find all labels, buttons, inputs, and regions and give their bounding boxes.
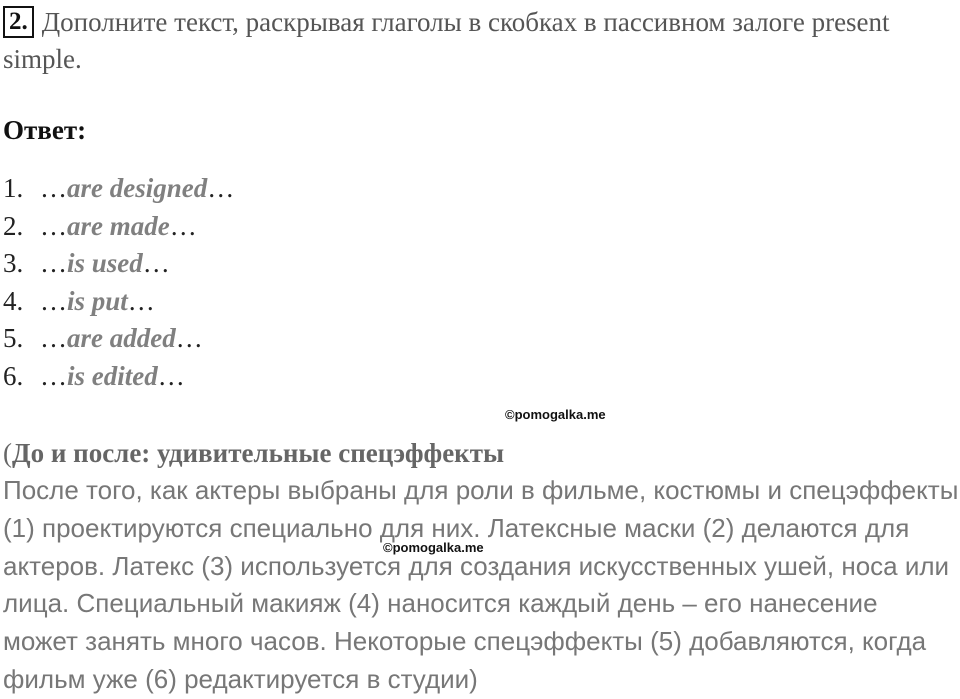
watermark: ©pomogalka.me (383, 540, 484, 555)
answer-item (3, 208, 234, 246)
task-statement (3, 4, 953, 78)
ellipsis: … (40, 285, 67, 316)
answer-text: are made (67, 210, 170, 241)
text-line: (1) проектируются специально для них. Латексные маски (2) делаются для (3, 512, 910, 543)
answer-text: are designed (67, 173, 208, 203)
ellipsis: … (207, 173, 235, 203)
ellipsis: … (40, 323, 67, 353)
answer-text: are added (67, 323, 176, 353)
answer-number: 5. (3, 323, 24, 353)
text-line: лица. Специальный макияж (4) наносится каждый день – его нанесение (3, 588, 878, 619)
title-text: До и после: удивительные спецэффекты (12, 438, 505, 468)
watermark: ©pomogalka.me (505, 407, 606, 422)
ellipsis: … (40, 210, 67, 241)
answer-number: 3. (3, 248, 24, 278)
answer-item (3, 245, 234, 283)
text-line: может занять много часов. Некоторые спецэффекты (5) добавляются, когда (3, 626, 927, 657)
ellipsis: … (40, 360, 67, 391)
answer-item (3, 170, 234, 208)
text-line: актеров. Латекс (3) используется для создания искусственных ушей, носа или (3, 550, 950, 581)
answer-item (3, 320, 234, 358)
answer-number: 1. (3, 173, 24, 203)
answer-text: is put (67, 285, 128, 316)
open-paren: ( (3, 438, 12, 468)
answer-list (3, 170, 234, 395)
ellipsis: … (127, 285, 155, 316)
task-number: 2. (3, 6, 34, 38)
ellipsis: … (169, 210, 197, 241)
answer-number: 4. (3, 285, 24, 316)
answer-heading: Ответ: (3, 115, 87, 145)
answer-number: 6. (3, 360, 24, 391)
answer-item (3, 358, 234, 396)
ellipsis: … (157, 360, 185, 391)
text-body (3, 472, 960, 699)
answer-text: is edited (67, 360, 158, 391)
ellipsis: … (142, 248, 170, 278)
ellipsis: … (40, 248, 67, 278)
ellipsis: … (175, 323, 203, 353)
ellipsis: … (40, 173, 67, 203)
answer-text: is used (67, 248, 143, 278)
answer-number: 2. (3, 210, 24, 241)
text-line: После того, как актеры выбраны для роли в фильме, костюмы и спецэффекты (3, 475, 959, 505)
task-instruction: Дополните текст, раскрывая глаголы в скобках в пассивном залоге present simple. (3, 7, 890, 74)
answer-item (3, 283, 234, 321)
text-title (3, 435, 504, 472)
text-line: фильм уже (6) редактируется в студии) (3, 663, 478, 694)
